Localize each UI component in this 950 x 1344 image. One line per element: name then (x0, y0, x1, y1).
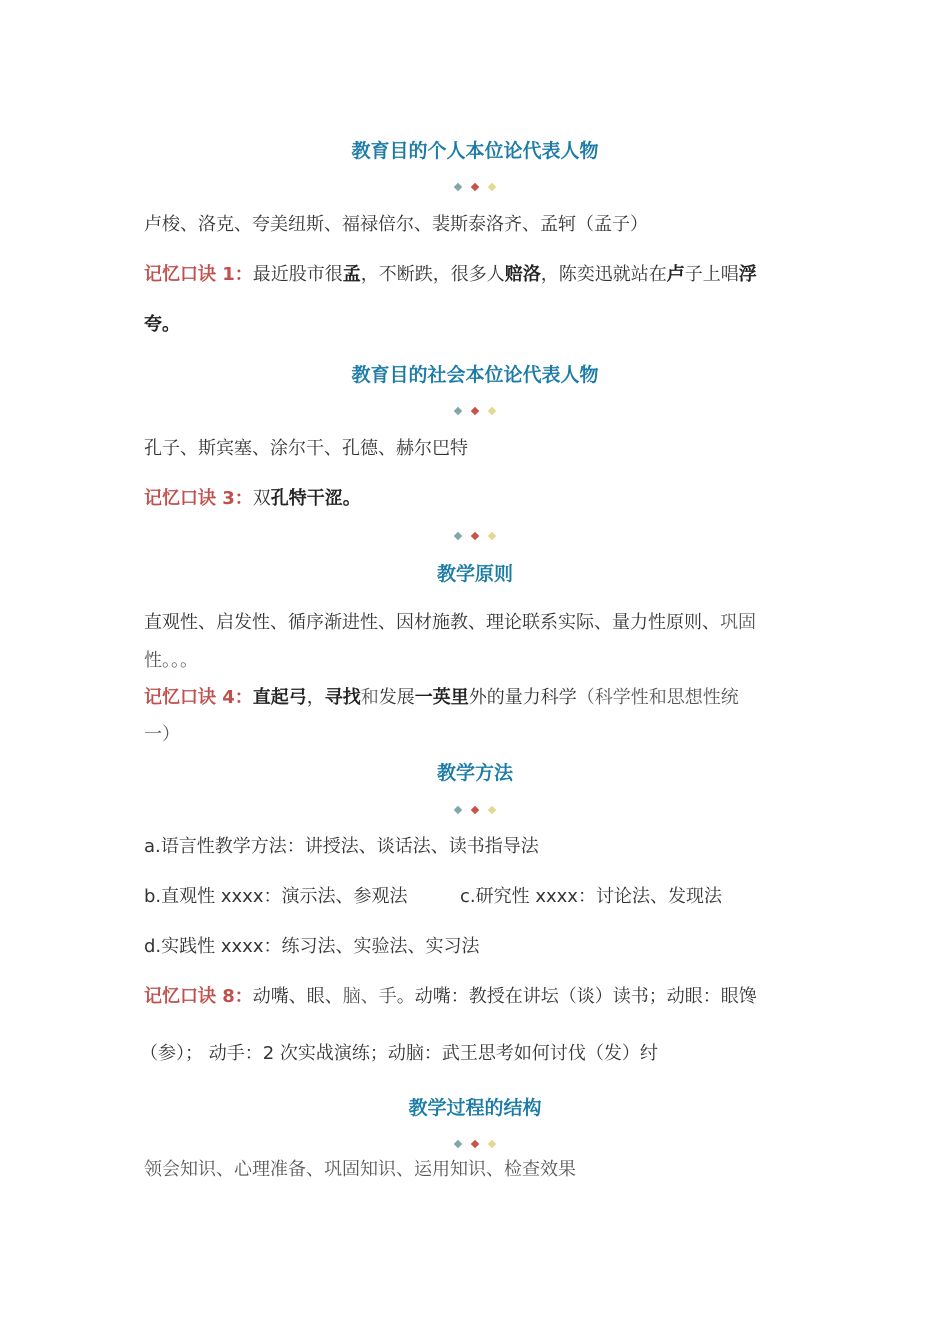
heading-individual-standard: 教育目的个人本位论代表人物 (351, 140, 599, 162)
mnemonic-4 (144, 686, 804, 710)
bold-text: 赔洛 (504, 264, 541, 285)
mnemonic-4-line2: 一） (144, 724, 180, 745)
diamond-icon (471, 407, 479, 415)
bold-text: 直起弓 (252, 687, 307, 708)
mnemonic-1 (144, 263, 804, 287)
method-item-c: c.研究性 xxxx：讨论法、发现法 (460, 886, 722, 907)
diamond-icon (454, 806, 462, 814)
bold-text: 浮 (738, 264, 757, 285)
mnemonic-label: 记忆口诀 3： (144, 488, 253, 509)
bold-text: 孟 (342, 264, 361, 285)
method-item-a: a.语言性教学方法：讲授法、谈话法、读书指导法 (144, 836, 539, 857)
text: ， (306, 687, 325, 708)
bold-text: 夸。 (144, 314, 180, 335)
diamond-icon (454, 1140, 462, 1148)
mnemonic-label: 记忆口诀 8： (144, 986, 253, 1007)
paragraph-individual-figures: 卢梭、洛克、夸美纽斯、福禄倍尔、裴斯泰洛齐、孟轲（孟子） (144, 214, 648, 235)
paragraph-teaching-principles (144, 611, 804, 635)
text: （科学性和思想性统 (576, 687, 739, 708)
paragraph-social-figures: 孔子、斯宾塞、涂尔干、孔德、赫尔巴特 (144, 438, 468, 459)
text: 。动嘴：教授在讲坛（谈）读书；动眼：眼馋 (396, 986, 757, 1007)
text: 动嘴、眼、 (252, 986, 343, 1007)
text: 子上唱 (684, 264, 739, 285)
bold-text: 一英里 (414, 687, 469, 708)
method-item-d: d.实践性 xxxx：练习法、实验法、实习法 (144, 936, 480, 957)
diamond-icon (471, 532, 479, 540)
divider-ornament (0, 405, 950, 417)
diamond-icon (454, 532, 462, 540)
diamond-icon (488, 407, 496, 415)
divider-ornament (0, 804, 950, 816)
divider-ornament (0, 530, 950, 542)
diamond-icon (488, 532, 496, 540)
heading-teaching-methods: 教学方法 (436, 762, 513, 784)
text: 直观性、启发性、循序渐进性、因材施教、理论联系实际、量力性原则、 (144, 612, 720, 633)
diamond-icon (454, 407, 462, 415)
mnemonic-3 (144, 487, 804, 511)
diamond-icon (471, 806, 479, 814)
mnemonic-label: 记忆口诀 4： (144, 687, 253, 708)
mnemonic-8 (144, 985, 804, 1009)
mnemonic-8-line2: （参）； 动手：2 次实战演练；动脑：武王思考如何讨伐（发）纣 (140, 1043, 658, 1064)
text: 双 (252, 488, 271, 509)
diamond-icon (488, 183, 496, 191)
bold-text: 孔特干涩。 (270, 488, 361, 509)
text: 最近股市很 (252, 264, 343, 285)
method-item-b: b.直观性 xxxx：演示法、参观法 (144, 886, 408, 907)
text: 和 (360, 687, 379, 708)
text: ，不断跌，很多人 (360, 264, 505, 285)
bold-text: 寻找 (324, 687, 361, 708)
diamond-icon (471, 1140, 479, 1148)
paragraph-teaching-process: 领会知识、心理准备、巩固知识、运用知识、检查效果 (144, 1159, 576, 1180)
paragraph-teaching-principles-line2: 性。。。 (144, 650, 198, 671)
heading-teaching-process: 教学过程的结构 (408, 1097, 542, 1119)
divider-ornament (0, 181, 950, 193)
diamond-icon (488, 806, 496, 814)
mnemonic-1-line2 (144, 313, 804, 337)
divider-ornament (0, 1138, 950, 1150)
heading-social-standard: 教育目的社会本位论代表人物 (351, 364, 599, 386)
mnemonic-label: 记忆口诀 1： (144, 264, 253, 285)
diamond-icon (471, 183, 479, 191)
text: ，陈奕迅就站在 (540, 264, 667, 285)
bold-text: 卢 (666, 264, 685, 285)
diamond-icon (488, 1140, 496, 1148)
text: 发展 (378, 687, 415, 708)
text: 外的量力科学 (468, 687, 577, 708)
text: 巩固 (720, 612, 756, 633)
heading-teaching-principles: 教学原则 (436, 563, 513, 585)
diamond-icon (454, 183, 462, 191)
text: 脑、手 (342, 986, 397, 1007)
